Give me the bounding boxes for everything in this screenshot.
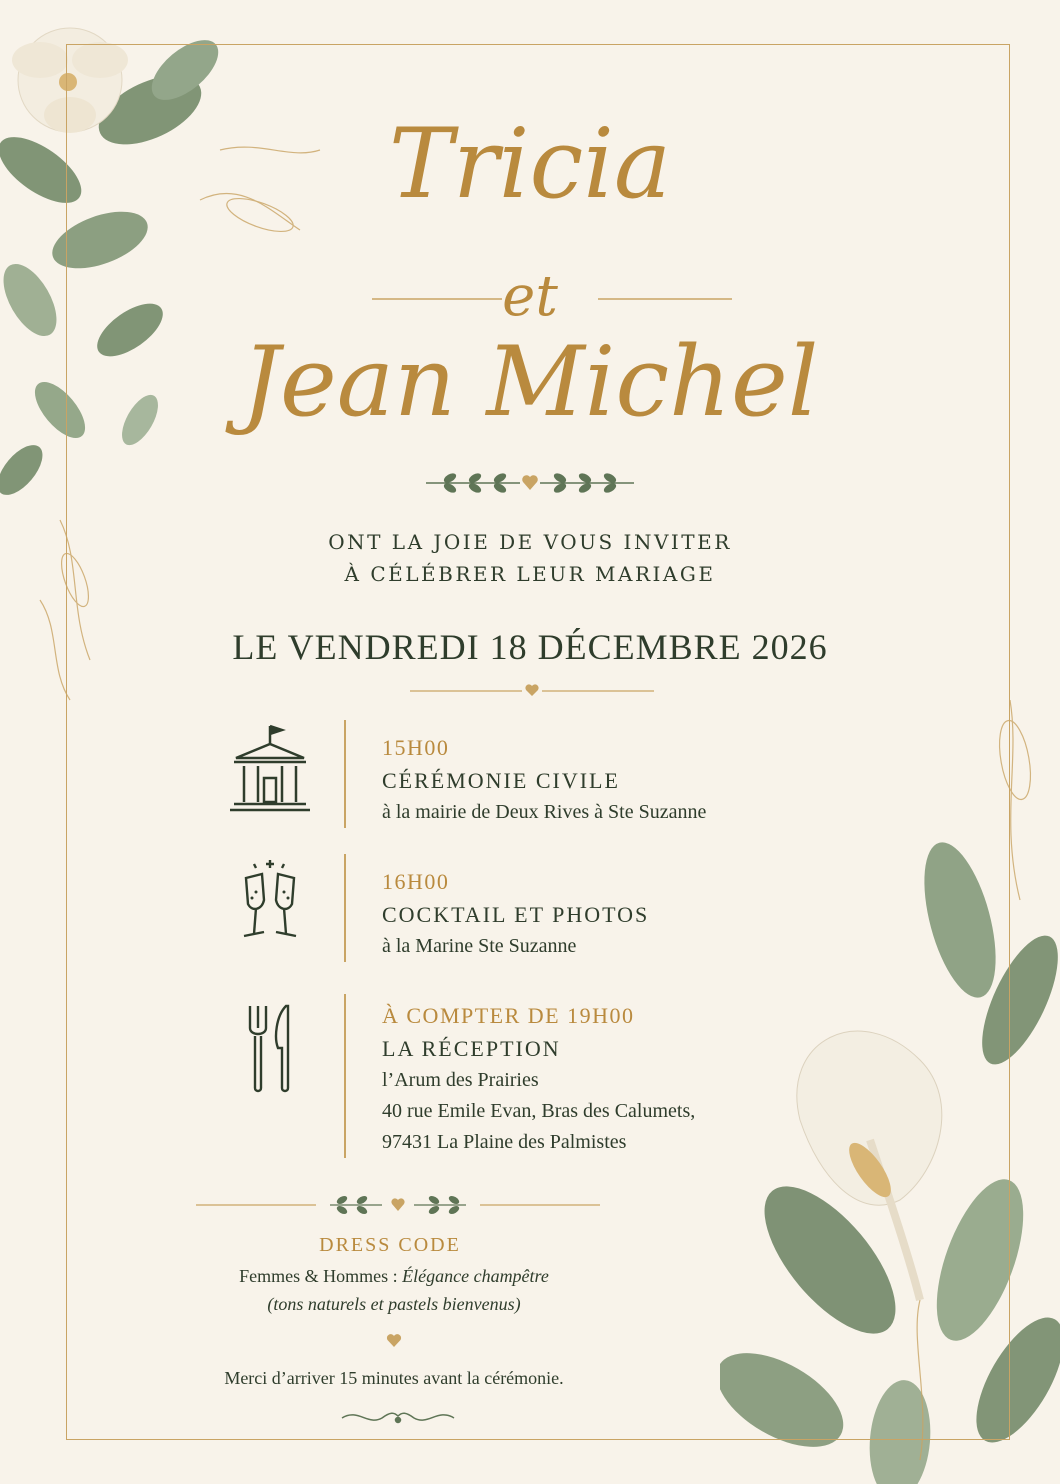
- event-divider-1: [344, 720, 346, 828]
- event-1-time: 15H00: [382, 735, 450, 760]
- arrival-note: Merci d’arriver 15 minutes avant la cérémonie.: [224, 1368, 564, 1388]
- event-3-address-line-2: 97431 La Plaine des Palmistes: [382, 1131, 627, 1153]
- groom-name: Jean Michel: [241, 326, 819, 438]
- bottom-flourish-ornament: [338, 1406, 458, 1428]
- bride-name: Tricia: [388, 108, 672, 220]
- dress-code-line-2: (tons naturels et pastels bienvenus): [267, 1294, 521, 1314]
- invitation-line-1: ONT LA JOIE DE VOUS INVITER: [328, 530, 732, 554]
- event-1-location: à la mairie de Deux Rives à Ste Suzanne: [382, 801, 707, 823]
- town-hall-icon: [228, 722, 312, 814]
- event-2-title: COCKTAIL ET PHOTOS: [382, 902, 650, 927]
- small-heart-icon: [386, 1334, 402, 1348]
- sprig-heart-ornament: [420, 470, 640, 496]
- dress-code-label: DRESS CODE: [319, 1234, 461, 1256]
- champagne-glasses-icon: [232, 858, 308, 944]
- dress-code-prefix: Femmes & Hommes :: [239, 1266, 403, 1286]
- date-divider-heart: [410, 682, 654, 698]
- event-divider-3: [344, 994, 346, 1158]
- dress-code-divider-ornament: [196, 1192, 600, 1218]
- dress-code-style: Élégance champêtre: [402, 1266, 549, 1286]
- event-1-title: CÉRÉMONIE CIVILE: [382, 768, 620, 793]
- event-3-address-line-1: 40 rue Emile Evan, Bras des Calumets,: [382, 1100, 696, 1122]
- event-3-title: LA RÉCEPTION: [382, 1036, 561, 1061]
- fork-knife-icon: [242, 1002, 298, 1096]
- event-3-venue: l’Arum des Prairies: [382, 1069, 539, 1091]
- names-joiner: et: [502, 264, 558, 329]
- event-2-location: à la Marine Ste Suzanne: [382, 935, 577, 957]
- dress-code-line-1: [0, 1266, 924, 1287]
- event-3-time: À COMPTER DE 19H00: [382, 1003, 635, 1028]
- wedding-date: LE VENDREDI 18 DÉCEMBRE 2026: [232, 627, 828, 667]
- invitation-line-2: À CÉLÉBRER LEUR MARIAGE: [344, 562, 716, 586]
- gold-border-frame: [66, 44, 1010, 1440]
- event-divider-2: [344, 854, 346, 962]
- event-2-time: 16H00: [382, 869, 450, 894]
